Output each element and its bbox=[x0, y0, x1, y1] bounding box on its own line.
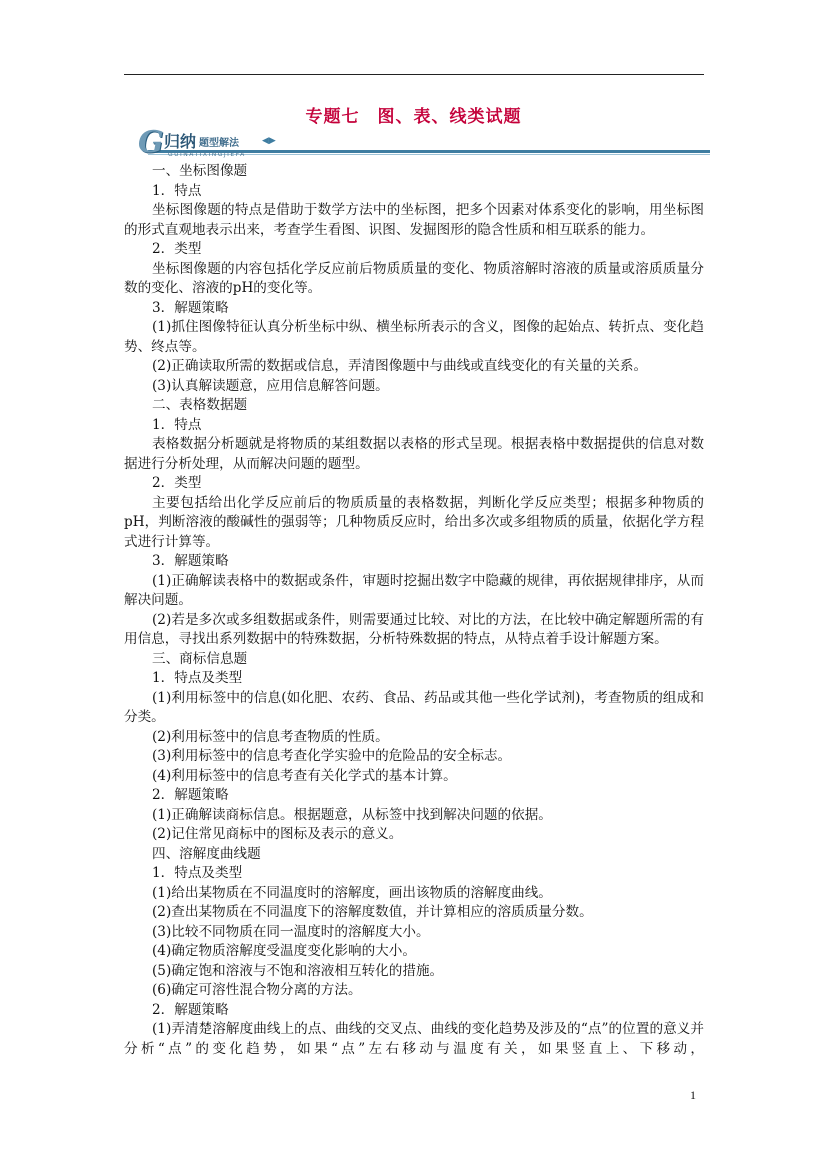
paragraph: (3)利用标签中的信息考查化学实验中的危险品的安全标志。 bbox=[152, 748, 512, 764]
paragraph: (3)认真解读题意，应用信息解答问题。 bbox=[152, 377, 389, 394]
section-banner bbox=[124, 124, 710, 160]
paragraph: (6)确定可溶性混合物分离的方法。 bbox=[152, 982, 362, 998]
subheading: 1．特点及类型 bbox=[152, 670, 243, 686]
subheading: 2．解题策略 bbox=[152, 1001, 229, 1018]
section-heading: 四、溶解度曲线题 bbox=[152, 845, 261, 862]
paragraph: (2)若是多次或多组数据或条件，则需要通过比较、对比的方法，在比较中确定解题所需的有用信息，寻找出系列数据中的特殊数据，分析特殊数据的特点，从特点着手设计解题方案。 bbox=[124, 611, 704, 647]
paragraph: (1)正确解读商标信息。根据题意，从标签中找到解决问题的依据。 bbox=[152, 806, 552, 823]
banner-sub-text: 题型解法 bbox=[199, 138, 239, 149]
paragraph: (4)利用标签中的信息考查有关化学式的基本计算。 bbox=[152, 767, 457, 784]
section-heading: 一、坐标图像题 bbox=[152, 163, 248, 179]
banner-g-icon: G bbox=[138, 125, 164, 160]
paragraph: (1)弄清楚溶解度曲线上的点、曲线的交叉点、曲线的变化趋势及涉及的“点”的位置的意义并分析“点”的变化趋势，如果“点”左右移动与温度有关，如果竖直上、下移动， bbox=[124, 1021, 704, 1057]
paragraph: (5)确定饱和溶液与不饱和溶液相互转化的措施。 bbox=[152, 962, 444, 979]
page-title: 专题七 图、表、线类试题 bbox=[305, 107, 522, 127]
paragraph: 主要包括给出化学反应前后的物质质量的表格数据，判断化学反应类型；根据多种物质的pH，判断溶液的酸碱性的强弱等；几种物质反应时，给出多次或多组物质的质量，依据化学方程式进行计算等。 bbox=[124, 494, 704, 550]
subheading: 2．解题策略 bbox=[152, 787, 229, 803]
banner-main-text: 归纳 bbox=[164, 132, 197, 151]
paragraph: (2)正确读取所需的数据或信息，弄清图像题中与曲线或直线变化的有关量的关系。 bbox=[152, 358, 648, 374]
section-heading: 三、商标信息题 bbox=[152, 650, 248, 667]
paragraph: (1)利用标签中的信息(如化肥、农药、食品、药品或其他一些化学试剂)，考查物质的组成和分类。 bbox=[124, 689, 704, 725]
document-body bbox=[124, 162, 704, 1059]
page-number: 1 bbox=[690, 1088, 696, 1102]
paragraph: 坐标图像题的特点是借助于数学方法中的坐标图，把多个因素对体系变化的影响，用坐标图的形式直观地表示出来，考查学生看图、识图、发掘图形的隐含性质和相互联系的能力。 bbox=[124, 202, 704, 238]
paragraph: (1)正确解读表格中的数据或条件，审题时挖掘出数字中隐藏的规律，再依据规律排序，从而解决问题。 bbox=[124, 572, 704, 608]
subheading: 2．类型 bbox=[152, 475, 202, 491]
subheading: 1．特点 bbox=[152, 182, 202, 199]
paragraph: (2)查出某物质在不同温度下的溶解度数值，并计算相应的溶质质量分数。 bbox=[152, 904, 593, 920]
paragraph: (3)比较不同物质在同一温度时的溶解度大小。 bbox=[152, 923, 430, 940]
paragraph: 表格数据分析题就是将物质的某组数据以表格的形式呈现。根据表格中数据提供的信息对数据进行分析处理，从而解决问题的题型。 bbox=[124, 436, 704, 472]
paragraph: 坐标图像题的内容包括化学反应前后物质质量的变化、物质溶解时溶液的质量或溶质质量分数的变化、溶液的pH的变化等。 bbox=[124, 260, 704, 296]
section-heading: 二、表格数据题 bbox=[152, 397, 248, 413]
paragraph: (2)记住常见商标中的图标及表示的意义。 bbox=[152, 826, 403, 842]
paragraph: (1)给出某物质在不同温度时的溶解度，画出该物质的溶解度曲线。 bbox=[152, 884, 552, 901]
paragraph: (2)利用标签中的信息考查物质的性质。 bbox=[152, 728, 389, 745]
subheading: 2．类型 bbox=[152, 241, 202, 257]
subheading: 3．解题策略 bbox=[152, 553, 229, 569]
header-rule bbox=[124, 74, 704, 75]
subheading: 1．特点 bbox=[152, 416, 202, 433]
paragraph: (4)确定物质溶解度受温度变化影响的大小。 bbox=[152, 943, 416, 959]
double-arrow-icon: ◀▶ bbox=[262, 136, 276, 146]
subheading: 1．特点及类型 bbox=[152, 865, 243, 881]
paragraph: (1)抓住图像特征认真分析坐标中纵、横坐标所表示的含义，图像的起始点、转折点、变化趋势、终点等。 bbox=[124, 319, 704, 355]
banner-pinyin: GUINATIXINGJIEFA bbox=[168, 151, 246, 158]
subheading: 3．解题策略 bbox=[152, 299, 229, 316]
